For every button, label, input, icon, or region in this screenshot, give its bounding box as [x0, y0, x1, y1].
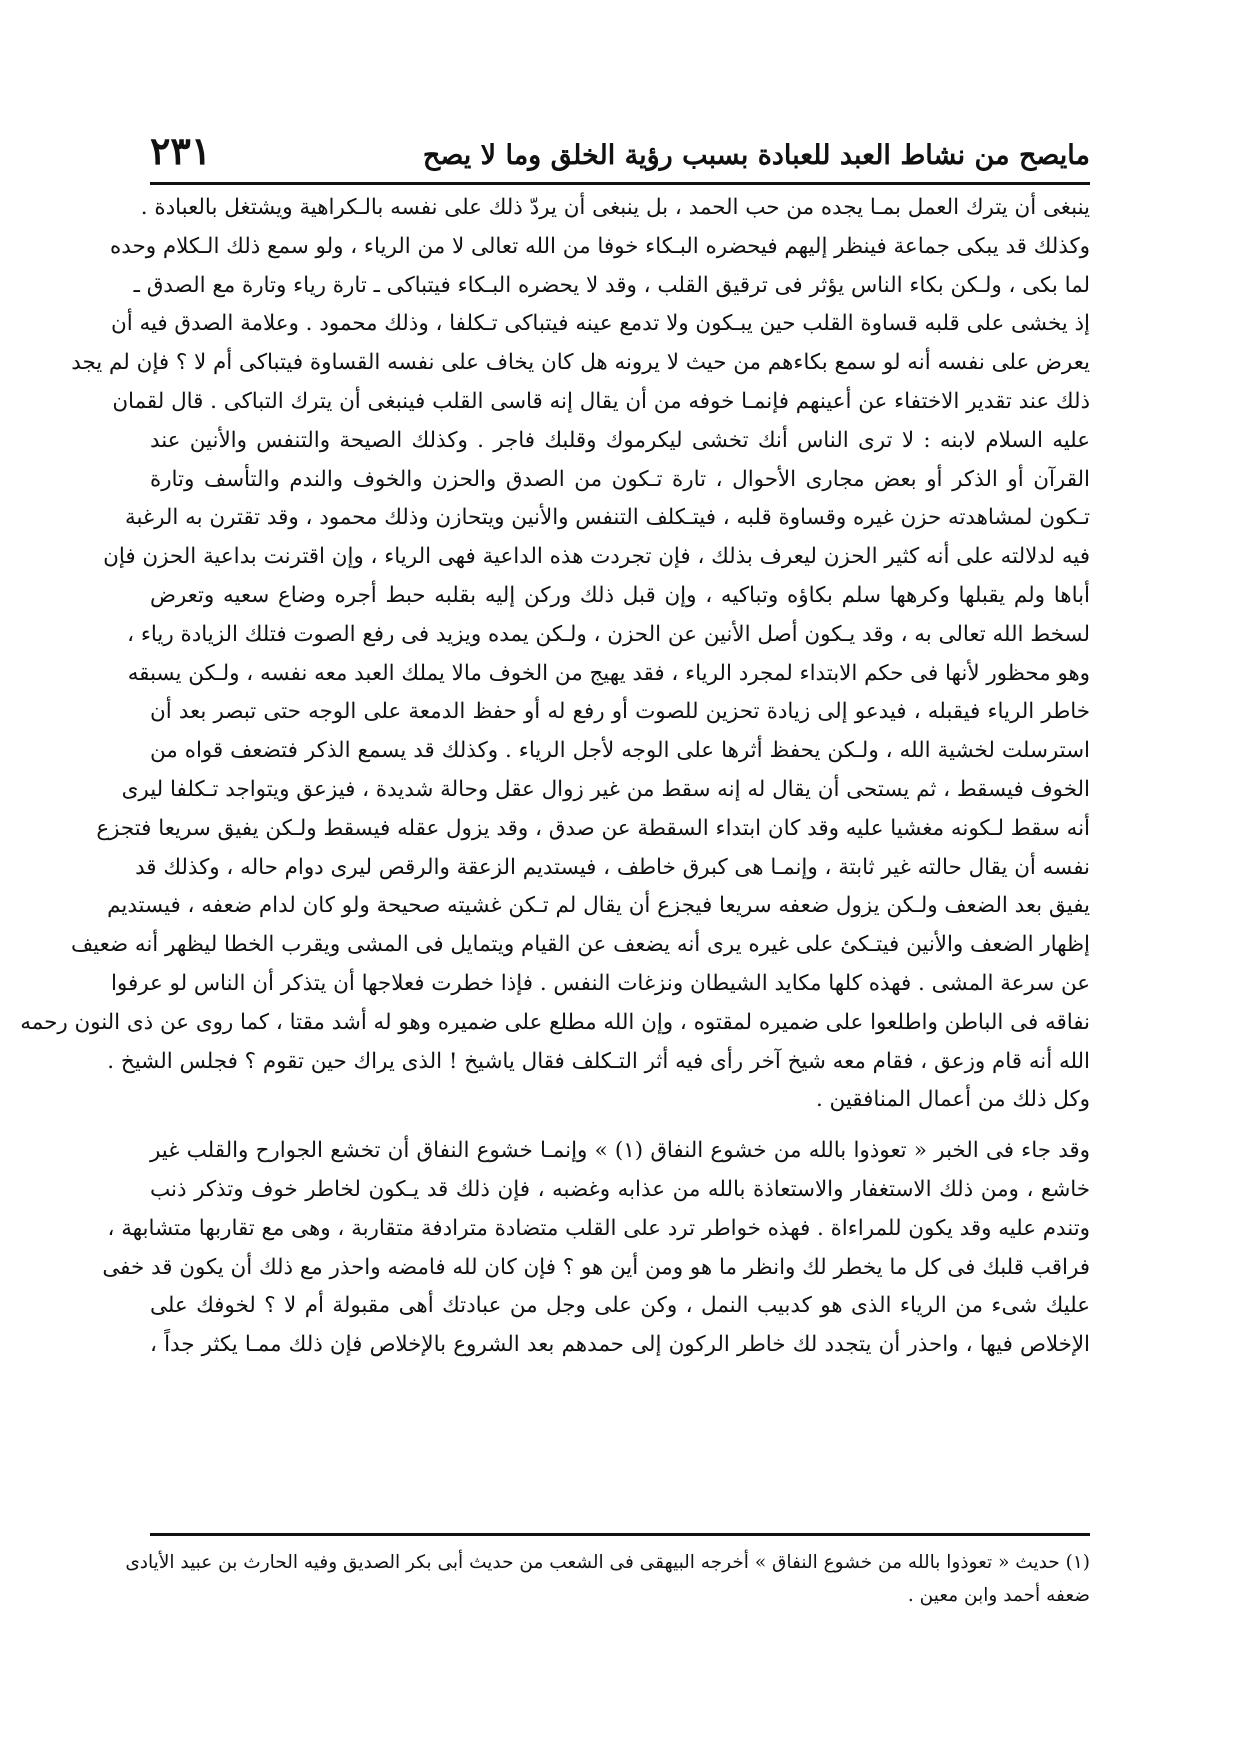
main-text	[20, 189, 1090, 1365]
text-line: وهو محظور لأنها فى حكم الابتداء لمجرد الرياء ، فقد يهيج من الخوف مالا يملك العبد معه نفسه ، ولـكن يسبقه	[127, 660, 1090, 686]
page-number: ٢٣١	[150, 128, 212, 173]
text-line: يفيق بعد الضعف ولـكن يزول ضعفه سريعا فيجزع أن يقال لم تـكن غشيته صحيحة ولو كان لدام ضعفه ، فيستديم	[107, 893, 1090, 919]
text-line: وقد جاء فى الخبر « تعوذوا بالله من خشوع النفاق (١) » وإنمـا خشوع النفاق أن تخشع الجوارح والقلب غير	[150, 1138, 1090, 1164]
footnote-section	[125, 1533, 1090, 1612]
paragraph-1	[20, 189, 1090, 1120]
text-line: أباها ولم يقبلها وكرهها سلم بكاؤه وتباكيه ، وإن قبل ذلك وركن إليه بقلبه حبط أجره وضاع سعيه وتعرض	[150, 582, 1090, 608]
text-line: إذ يخشى على قلبه قساوة القلب حين يبـكون ولا تدمع عينه فيتباكى تـكلفا ، وذلك محمود . وعلامة الصدق فيه أن	[111, 311, 1090, 337]
text-line: إظهار الضعف والأنين فيتـكئ على غيره يرى أنه يضعف عن القيام ويتمايل فى المشى ويقرب الخطا ليظهر أنه ضعيف	[70, 932, 1090, 958]
text-line: يعرض على نفسه أنه لو سمع بكاءهم من حيث لا يرونه هل كان يخاف على نفسه القساوة فيتباكى أم لا ؟ فإن لم يجد	[71, 350, 1090, 376]
text-line: ذلك عند تقدير الاختفاء عن أعينهم فإنمـا خوفه من أن يقال إنه قاسى القلب فينبغى أن يترك التباكى . قال لقمان	[112, 388, 1090, 414]
text-line: لسخط الله تعالى به ، وقد يـكون أصل الأنين عن الحزن ، ولـكن يمده ويزيد فى رفع الصوت فتلك الزيادة رياء ،	[127, 621, 1090, 647]
footnote-line: ضعفه أحمد وابن معين .	[907, 1585, 1090, 1606]
footnote-line: (١) حديث « تعوذوا بالله من خشوع النفاق » أخرجه البيهقى فى الشعب من حديث أبى بكر الصديق وفيه الحارث بن عبيد الأيادى	[125, 1552, 1090, 1573]
text-line: وكل ذلك من أعمال المنافقين .	[815, 1087, 1090, 1113]
text-line: الله أنه قام وزعق ، فقام معه شيخ آخر رأى فيه أثر التـكلف فقال ياشيخ ! الذى يراك حين تقوم ؟ فجلس الشيخ .	[107, 1048, 1090, 1074]
text-line: خاشع ، ومن ذلك الاستغفار والاستعاذة بالله من عذابه وغضبه ، فإن ذلك قد يـكون لخاطر خوف وتذكر ذنب	[150, 1176, 1090, 1202]
text-line: ينبغى أن يترك العمل بمـا يجده من حب الحمد ، بل ينبغى أن يردّ ذلك على نفسه بالـكراهية ويشتغل بالعبادة .	[140, 195, 1090, 220]
text-line: وتندم عليه وقد يكون للمراءاة . فهذه خواطر ترد على القلب متضادة مترادفة متقاربة ، وهى مع تقاربها متشابهة ،	[107, 1215, 1090, 1241]
text-line: لما بكى ، ولـكن بكاء الناس يؤثر فى ترقيق القلب ، وقد لا يحضره البـكاء فيتباكى ـ تارة رياء وتارة مع الصدق ـ	[133, 272, 1090, 298]
text-line: نفاقه فى الباطن واطلعوا على ضميره لمقتوه ، وإن الله مطلع على ضميره وهو له أشد مقتا ، كما روى عن ذى النون رحمه	[20, 1009, 1090, 1035]
text-line: نفسه أن يقال حالته غير ثابتة ، وإنمـا هى كبرق خاطف ، فيستديم الزعقة والرقص ليرى دوام حاله ، وكذلك قد	[135, 854, 1090, 880]
text-line: خاطر الرياء فيقبله ، فيدعو إلى زيادة تحزين للصوت أو رفع له أو حفظ الدمعة على الوجه حتى تبصر بعد أن	[150, 699, 1090, 725]
text-line: أنه سقط لـكونه مغشيا عليه وقد كان ابتداء السقطة عن صدق ، وقد يزول عقله فيسقط ولـكن يفيق سريعا فتجزع	[96, 815, 1090, 841]
text-line: فراقب قلبك فى كل ما يخطر لك وانظر ما هو ومن أين هو ؟ فإن كان لله فامضه واحذر مع ذلك أن يكون قد خفى	[102, 1254, 1090, 1280]
running-title: مايصح من نشاط العبد للعبادة بسبب رؤية الخلق وما لا يصح	[422, 140, 1090, 171]
text-line: القرآن أو الذكر أو بعض مجارى الأحوال ، تارة تـكون من الصدق والحزن والخوف والندم والتأسف وتارة	[150, 466, 1090, 492]
text-line: الإخلاص فيها ، واحذر أن يتجدد لك خاطر الركون إلى حمدهم بعد الشروع بالإخلاص فإن ذلك ممـا يكثر جداً ،	[150, 1332, 1090, 1358]
text-line: تـكون لمشاهدته حزن غيره وقساوة قلبه ، فيتـكلف التنفس والأنين ويتحازن وذلك محمود ، وقد تقترن به الرغبة	[124, 505, 1090, 531]
text-line: استرسلت لخشية الله ، ولـكن يحفظ أثرها على الوجه لأجل الرياء . وكذلك قد يسمع الذكر فتضعف قواه من	[150, 738, 1090, 764]
text-line: عليه السلام لابنه : لا ترى الناس أنك تخشى ليكرموك وقلبك فاجر . وكذلك الصيحة والتنفس والأنين عند	[150, 427, 1090, 453]
paragraph-spacer	[150, 1120, 1090, 1132]
text-line: وكذلك قد يبكى جماعة فينظر إليهم فيحضره البـكاء خوفا من الله تعالى لا من الرياء ، ولو سمع ذلك الـكلام وحده	[110, 233, 1090, 259]
page-body	[20, 128, 1090, 1365]
running-head	[150, 128, 1090, 185]
paragraph-2	[102, 1132, 1090, 1365]
text-line: عن سرعة المشى . فهذه كلها مكايد الشيطان ونزغات النفس . فإذا خطرت فعلاجها أن يتذكر أن الناس لو عرفوا	[110, 970, 1090, 996]
text-line: الخوف فيسقط ، ثم يستحى أن يقال له إنه سقط من غير زوال عقل وحالة شديدة ، فيزعق ويتواجد تـكلفا ليرى	[121, 776, 1090, 802]
text-line: فيه لدلالته على أنه كثير الحزن ليعرف بذلك ، فإن تجردت هذه الداعية فهى الرياء ، وإن اقترنت بداعية الحزن فإن	[103, 544, 1090, 570]
text-line: عليك شىء من الرياء الذى هو كدبيب النمل ، وكن على وجل من عبادتك أهى مقبولة أم لا ؟ لخوفك على	[150, 1293, 1090, 1319]
